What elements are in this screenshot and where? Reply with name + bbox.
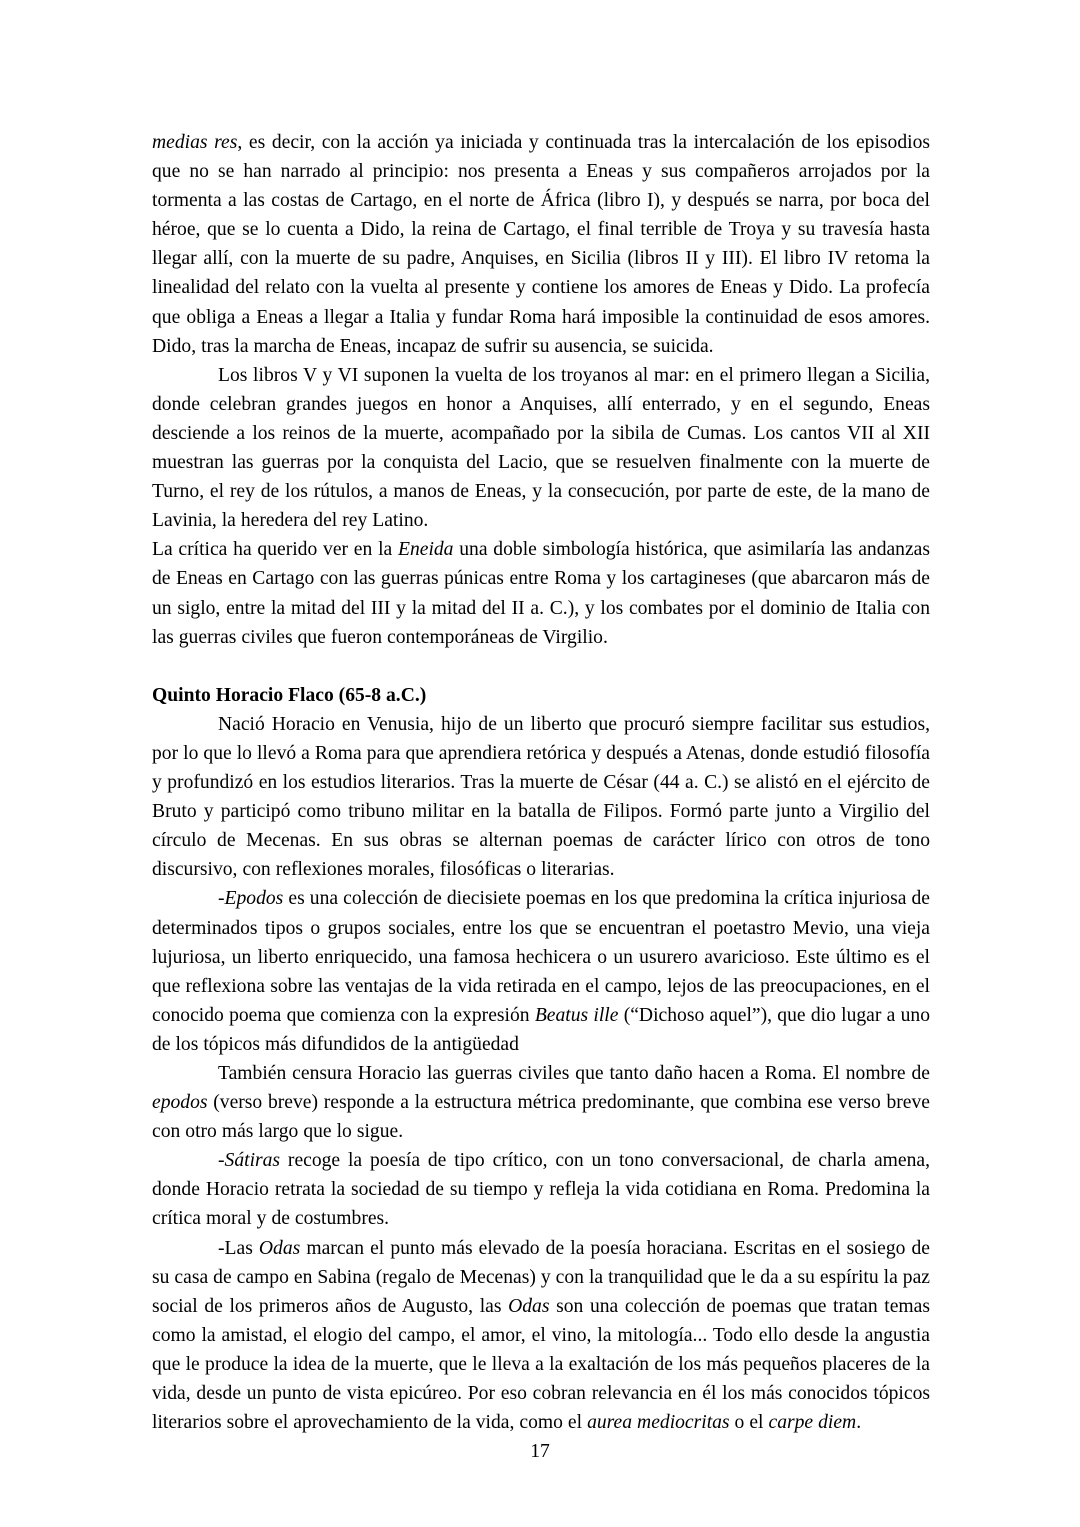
body-paragraph: -Sátiras recoge la poesía de tipo crítico, con un tono conversacional, de charla amena, donde Horacio retrata la sociedad de su tiempo y refleja la vida cotidiana en Roma. Predomina la crítica moral y de costumbres. bbox=[152, 1150, 930, 1230]
body-paragraph: -Las Odas marcan el punto más elevado de la poesía horaciana. Escritas en el sosiego de su casa de campo en Sabina (regalo de Mecenas) y con la tranquilidad que le da a su espíritu la paz social de los primeros años de Augusto, las Odas son una colección de poemas que tratan temas como la amistad, el elogio del campo, el amor, el vino, la mitología... Todo ello desde la angustia que le produce la idea de la muerte, que le lleva a la exaltación de los más pequeños placeres de la vida, desde un punto de vista epicúreo. Por eso cobran relevancia en él los más conocidos tópicos literarios sobre el aprovechamiento de la vida, como el aurea mediocritas o el carpe diem. bbox=[152, 1237, 930, 1434]
body-paragraph: También censura Horacio las guerras civiles que tanto daño hacen a Roma. El nombre de epodos (verso breve) responde a la estructura métrica predominante, que combina ese verso breve con otro más largo que lo sigue. bbox=[152, 1063, 930, 1143]
document-body bbox=[152, 128, 930, 1437]
italic-run: aurea mediocritas bbox=[587, 1412, 730, 1434]
italic-run: Sátiras bbox=[224, 1150, 281, 1172]
page-number: 17 bbox=[530, 1441, 550, 1462]
body-paragraph: -Epodos es una colección de diecisiete poemas en los que predomina la crítica injuriosa de determinados tipos o grupos sociales, entre los que se encuentran el poetastro Mevio, una vieja lujuriosa, un liberto enriquecido, una famosa hechicera o un usurero avaricioso. Este último es el que reflexiona sobre las ventajas de la vida retirada en el campo, lejos de las preocupaciones, en el conocido poema que comienza con la expresión Beatus ille (“Dichoso aquel”), que dio lugar a uno de los tópicos más difundidos de la antigüedad bbox=[152, 888, 931, 1055]
paragraph-spacer bbox=[152, 652, 930, 681]
body-paragraph: medias res, es decir, con la acción ya iniciada y continuada tras la intercalación de los episodios que no se han narrado al principio: nos presenta a Eneas y sus compañeros arrojados por la tormenta a las costas de Cartago, en el norte de África (libro I), y después se narra, por boca del héroe, que se lo cuenta a Dido, la reina de Cartago, el final terrible de Troya y su travesía hasta llegar allí, con la muerte de su padre, Anquises, en Sicilia (libros II y III). El libro IV retoma la linealidad del relato con la vuelta al presente y contiene los amores de Eneas y Dido. La profecía que obliga a Eneas a llegar a Italia y fundar Roma hará imposible la continuidad de esos amores. Dido, tras la marcha de Eneas, incapaz de sufrir su ausencia, se suicida. bbox=[152, 132, 930, 357]
section-heading: Quinto Horacio Flaco (65-8 a.C.) bbox=[152, 684, 427, 706]
italic-run: medias res bbox=[152, 132, 238, 153]
body-paragraph: Nació Horacio en Venusia, hijo de un liberto que procuró siempre facilitar sus estudios, por lo que lo llevó a Roma para que aprendiera retórica y después a Atenas, donde estudió filosofía y profundizó en los estudios literarios. Tras la muerte de César (44 a. C.) se alistó en el ejército de Bruto y participó como tribuno militar en la batalla de Filipos. Formó parte junto a Virgilio del círculo de Mecenas. En sus obras se alternan poemas de carácter lírico con otros de tono discursivo, con reflexiones morales, filosóficas o literarias. bbox=[152, 713, 930, 881]
italic-run: Odas bbox=[508, 1295, 550, 1317]
italic-run: Epodos bbox=[224, 888, 284, 910]
italic-run: Odas bbox=[258, 1237, 301, 1259]
italic-run: carpe diem bbox=[768, 1412, 857, 1434]
italic-run: Eneida bbox=[397, 539, 454, 561]
italic-run: Beatus ille bbox=[534, 1004, 619, 1026]
body-paragraph: La crítica ha querido ver en la Eneida una doble simbología histórica, que asimilaría las andanzas de Eneas en Cartago con las guerras púnicas entre Roma y los cartagineses (que abarcaron más de un siglo, entre la mitad del III y la mitad del II a. C.), y los combates por el dominio de Italia con las guerras civiles que fueron contemporáneas de Virgilio. bbox=[152, 539, 930, 648]
body-paragraph: Los libros V y VI suponen la vuelta de los troyanos al mar: en el primero llegan a Sicilia, donde celebran grandes juegos en honor a Anquises, allí enterrado, y en el segundo, Eneas desciende a los reinos de la muerte, acompañado por la sibila de Cumas. Los cantos VII al XII muestran las guerras por la conquista del Lacio, que se resuelven finalmente con la muerte de Turno, el rey de los rútulos, a manos de Eneas, y la consecución, por parte de este, de la mano de Lavinia, la heredera del rey Latino. bbox=[152, 364, 930, 532]
italic-run: epodos bbox=[152, 1092, 208, 1114]
